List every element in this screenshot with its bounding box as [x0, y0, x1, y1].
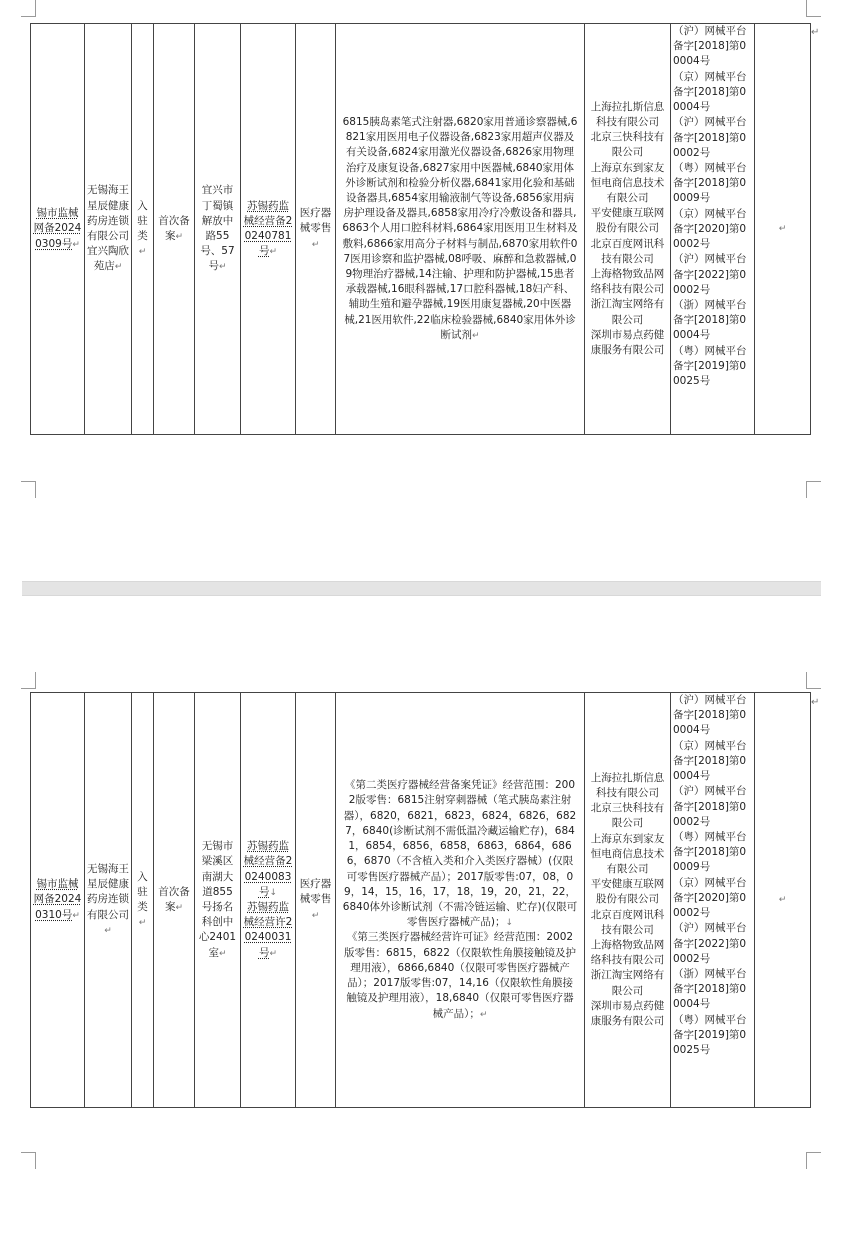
platform-name: 浙江淘宝网络有限公司	[590, 969, 665, 997]
platform-name: 上海拉扎斯信息科技有限公司	[590, 771, 665, 799]
table-row	[31, 24, 811, 435]
address-cell: 宜兴市丁蜀镇解放中路55号、57号↵	[195, 24, 241, 435]
platform-name: 深圳市易点药健康服务有限公司	[590, 328, 665, 357]
company-cell: 无锡海王星辰健康药房连锁有限公司宜兴陶欣苑店↵	[85, 24, 132, 435]
company-cell: 无锡海王星辰健康药房连锁有限公司↵	[85, 693, 132, 1108]
platform-list-cell	[585, 24, 671, 435]
crop-mark	[21, 672, 36, 689]
platform-name: 北京百度网讯科技有限公司	[590, 908, 665, 936]
platform-name: 北京百度网讯科技有限公司	[590, 237, 665, 265]
license-number: （沪）网械平台备字[2018]第00002号	[673, 116, 747, 159]
page-separator	[22, 581, 821, 596]
platform-name: 上海京东到家友恒电商信息技术有限公司	[590, 832, 665, 875]
platform-license-cell	[671, 24, 755, 435]
crop-mark	[806, 672, 821, 689]
filing-cell: 首次备案↵	[154, 693, 195, 1108]
crop-mark	[806, 1152, 821, 1169]
type-cell: 入驻类↵	[132, 24, 154, 435]
crop-mark	[806, 481, 821, 498]
license-number: （京）网械平台备字[2020]第00002号	[673, 207, 747, 251]
permit-cell: 苏锡药监械经营备20240781号↵	[241, 24, 296, 435]
registration-table-1	[30, 23, 811, 435]
crop-mark	[21, 481, 36, 498]
license-number: （京）网械平台备字[2018]第00004号	[673, 70, 747, 114]
permit-cell: 苏锡药监械经营备20240083号↓ 苏锡药监械经营许20240031号↵	[241, 693, 296, 1108]
registration-table-2	[30, 692, 811, 1108]
license-number: （沪）网械平台备字[2022]第00002号	[673, 253, 747, 296]
table-row	[31, 693, 811, 1108]
blank-cell: ↵	[755, 693, 811, 1108]
platform-name: 北京三快科技有限公司	[590, 802, 665, 830]
address-cell: 无锡市梁溪区南湖大道855号扬名科创中心2401室↵	[195, 693, 241, 1108]
filing-cell: 首次备案↵	[154, 24, 195, 435]
crop-mark	[21, 0, 36, 17]
license-number: （沪）网械平台备字[2018]第00004号	[673, 25, 747, 68]
platform-name: 平安健康互联网股份有限公司	[590, 207, 665, 235]
license-number: （粤）网械平台备字[2019]第00025号	[673, 344, 747, 388]
license-number: （浙）网械平台备字[2018]第00004号	[673, 298, 747, 342]
license-number: （沪）网械平台备字[2018]第00004号	[673, 694, 747, 737]
crop-mark	[21, 1152, 36, 1169]
scope-cell: 《第二类医疗器械经营备案凭证》经营范围：2002版零售：6815注射穿刺器械（笔式胰岛素注射器），6820，6821，6823，6824，6826，6827，6840(诊断试剂不需低温冷藏运输贮存)，6841，6854，6856，6858，6863，6864，6866，6870（不含植入类和介入类医疗器械）(仅限可零售医疗器械产品）；2017版零售:07，08，09，14，15，16，17，18，19，20，21，22，6840体外诊断试剂（不需冷链运输、贮存)(仅限可零售医疗器械产品)；↓ 《第三类医疗器械经营许可证》经营范围：2002版零售：6815，6822（仅限软性角膜接触镜及护理用液），6866,6840（仅限可零售医疗器械产品）；2017版零售:07，14,16（仅限软性角膜接触镜及护理用液），18,6840（仅限可零售医疗器械产品）；↵	[336, 693, 585, 1108]
platform-license-cell	[671, 693, 755, 1108]
crop-mark	[806, 0, 821, 17]
platform-name: 上海格物致品网络科技有限公司	[590, 268, 665, 296]
platform-list-cell	[585, 693, 671, 1108]
license-number: （粤）网械平台备字[2019]第00025号	[673, 1013, 747, 1057]
license-number: （京）网械平台备字[2018]第00004号	[673, 739, 747, 783]
blank-cell: ↵	[755, 24, 811, 435]
scope-cell: 6815胰岛素笔式注射器,6820家用普通诊察器械,6821家用医用电子仪器设备,6823家用超声仪器及有关设备,6824家用激光仪器设备,6826家用物理治疗及康复设备,6827家用中医器械,6840家用体外诊断试剂和检验分析仪器,6841家用化验和基础设备器具,6854家用输液制气等设备,6856家用病房护理设备及器具,6858家用冷疗冷敷设备和器具,6863个人用口腔科材料,6864家用医用卫生材料及敷料,6866家用高分子材料与制品,6870家用软件07医用诊察和监护器械,08呼吸、麻醉和急救器械,09物理治疗器械,14注输、护理和防护器械,15患者承载器械,16眼科器械,17口腔科器械,18妇产科、辅助生殖和避孕器械,19医用康复器械,20中医器械,21医用软件,22临床检验器械,6840家用体外诊断试剂↵	[336, 24, 585, 435]
license-number: （京）网械平台备字[2020]第00002号	[673, 876, 747, 920]
type-cell: 入驻类↵	[132, 693, 154, 1108]
platform-name: 平安健康互联网股份有限公司	[590, 878, 665, 906]
platform-name: 上海格物致品网络科技有限公司	[590, 939, 665, 967]
reg-number-cell: 锡市监械网备20240309号↵	[31, 24, 85, 435]
row-end-mark: ↵	[811, 697, 820, 708]
license-number: （沪）网械平台备字[2018]第00002号	[673, 785, 747, 828]
category-cell: 医疗器械零售↵	[296, 693, 336, 1108]
license-number: （粤）网械平台备字[2018]第00009号	[673, 830, 747, 874]
platform-name: 北京三快科技有限公司	[590, 131, 665, 159]
platform-name: 浙江淘宝网络有限公司	[590, 298, 665, 326]
platform-name: 深圳市易点药健康服务有限公司	[590, 999, 665, 1028]
category-cell: 医疗器械零售↵	[296, 24, 336, 435]
platform-name: 上海拉扎斯信息科技有限公司	[590, 100, 665, 128]
row-end-mark: ↵	[811, 27, 820, 38]
reg-number-cell: 锡市监械网备20240310号↵	[31, 693, 85, 1108]
license-number: （粤）网械平台备字[2018]第00009号	[673, 161, 747, 205]
platform-name: 上海京东到家友恒电商信息技术有限公司	[590, 161, 665, 204]
license-number: （浙）网械平台备字[2018]第00004号	[673, 967, 747, 1011]
license-number: （沪）网械平台备字[2022]第00002号	[673, 922, 747, 965]
